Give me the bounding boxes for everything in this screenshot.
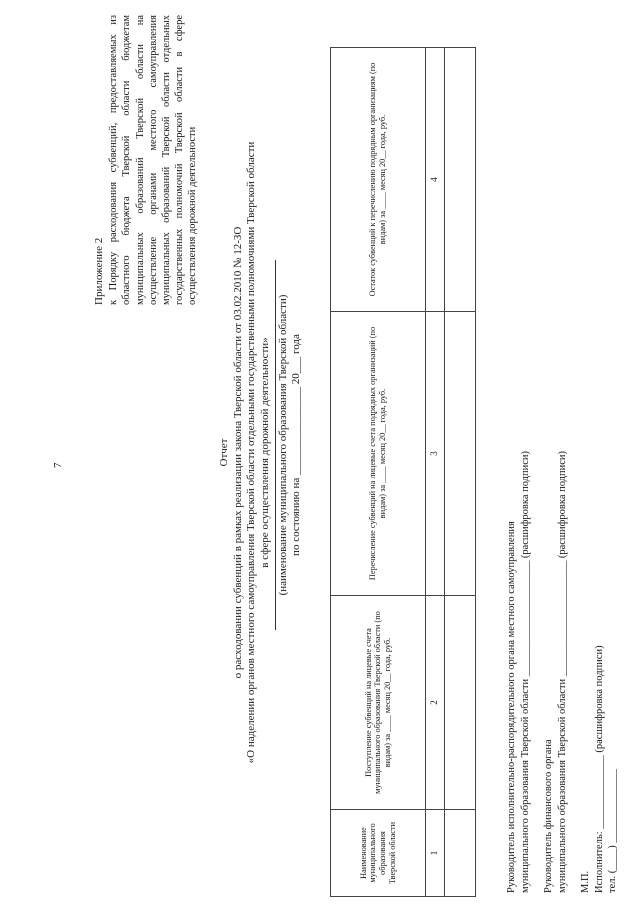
column-number-4: 4 (426, 48, 445, 312)
municipality-block (275, 260, 303, 630)
report-title: Отчет (218, 438, 230, 467)
column-number-1: 1 (426, 810, 445, 897)
stamp-mark: М.П. (580, 870, 591, 893)
table-header-row (331, 48, 426, 897)
report-subtitle-line2: «О наделении органов местного самоуправления Тверской области отдельными государственными полномочиями Тверской области (245, 141, 257, 764)
signatures-block (505, 173, 620, 893)
report-subtitle-line1: о расходовании субвенций в рамках реализации закона Тверской области от 03.02.2010 № 12-ЗО (231, 226, 244, 679)
phone-line: тел. (____) ______________ (607, 769, 618, 893)
table-cell-empty (445, 48, 476, 312)
municipality-caption: (наименование муниципального образования Тверской области) (277, 294, 289, 596)
table-row (445, 48, 476, 897)
report-date-line: по состоянию на ________________ 20___ года (290, 334, 302, 556)
column-number-3: 3 (426, 312, 445, 596)
table-cell-empty (445, 596, 476, 810)
exec-head-line2: муниципального образования Тверской области ______________________ (расшифровка подписи) (519, 450, 531, 893)
exec-head-line1: Руководитель исполнительно-распорядительного органа местного самоуправления (506, 521, 517, 893)
table-cell-empty (445, 810, 476, 897)
column-number-2: 2 (426, 596, 445, 810)
appendix-block (93, 15, 200, 305)
report-heading (218, 40, 272, 865)
page-number: 7 (52, 462, 64, 468)
header-transferred: Перечисление субвенций на лицевые счета подрядных организаций (по видам) за ____ месяц 20__ года, руб. (331, 312, 426, 596)
report-subtitle-line3: в сфере осуществления дорожной деятельности» (258, 337, 271, 568)
fin-head-line1: Руководитель финансового органа (543, 739, 554, 893)
appendix-text: к Порядку расходования субвенций, предоставляемых из областного бюджета Тверской области бюджетам муниципальных образований Тверской области на осуществление органами местного самоуправления муниципальных образований Тверской области отдельных государственных полномочий Тверской области в сфере осуществления дорожной деятельности (108, 15, 199, 305)
header-received: Поступление субвенций на лицевые счета муниципального образования Тверской области (по видам) за ____ месяц 20__ года, руб. (331, 596, 426, 810)
table-number-row (426, 48, 445, 897)
header-balance: Остаток субвенций к перечислению подрядным организациям (по видам) за ____ месяц 20__ года, руб. (331, 48, 426, 312)
executor-line: Исполнитель: ______________ (расшифровка подписи) (593, 645, 605, 893)
fin-head-line2: муниципального образования Тверской области ______________________ (расшифровка подписи) (556, 450, 568, 893)
table-cell-empty (445, 312, 476, 596)
subvention-table (330, 47, 476, 897)
appendix-title: Приложение 2 (93, 237, 105, 305)
header-municipality: Наименование муниципального образования Тверской области (331, 810, 426, 897)
